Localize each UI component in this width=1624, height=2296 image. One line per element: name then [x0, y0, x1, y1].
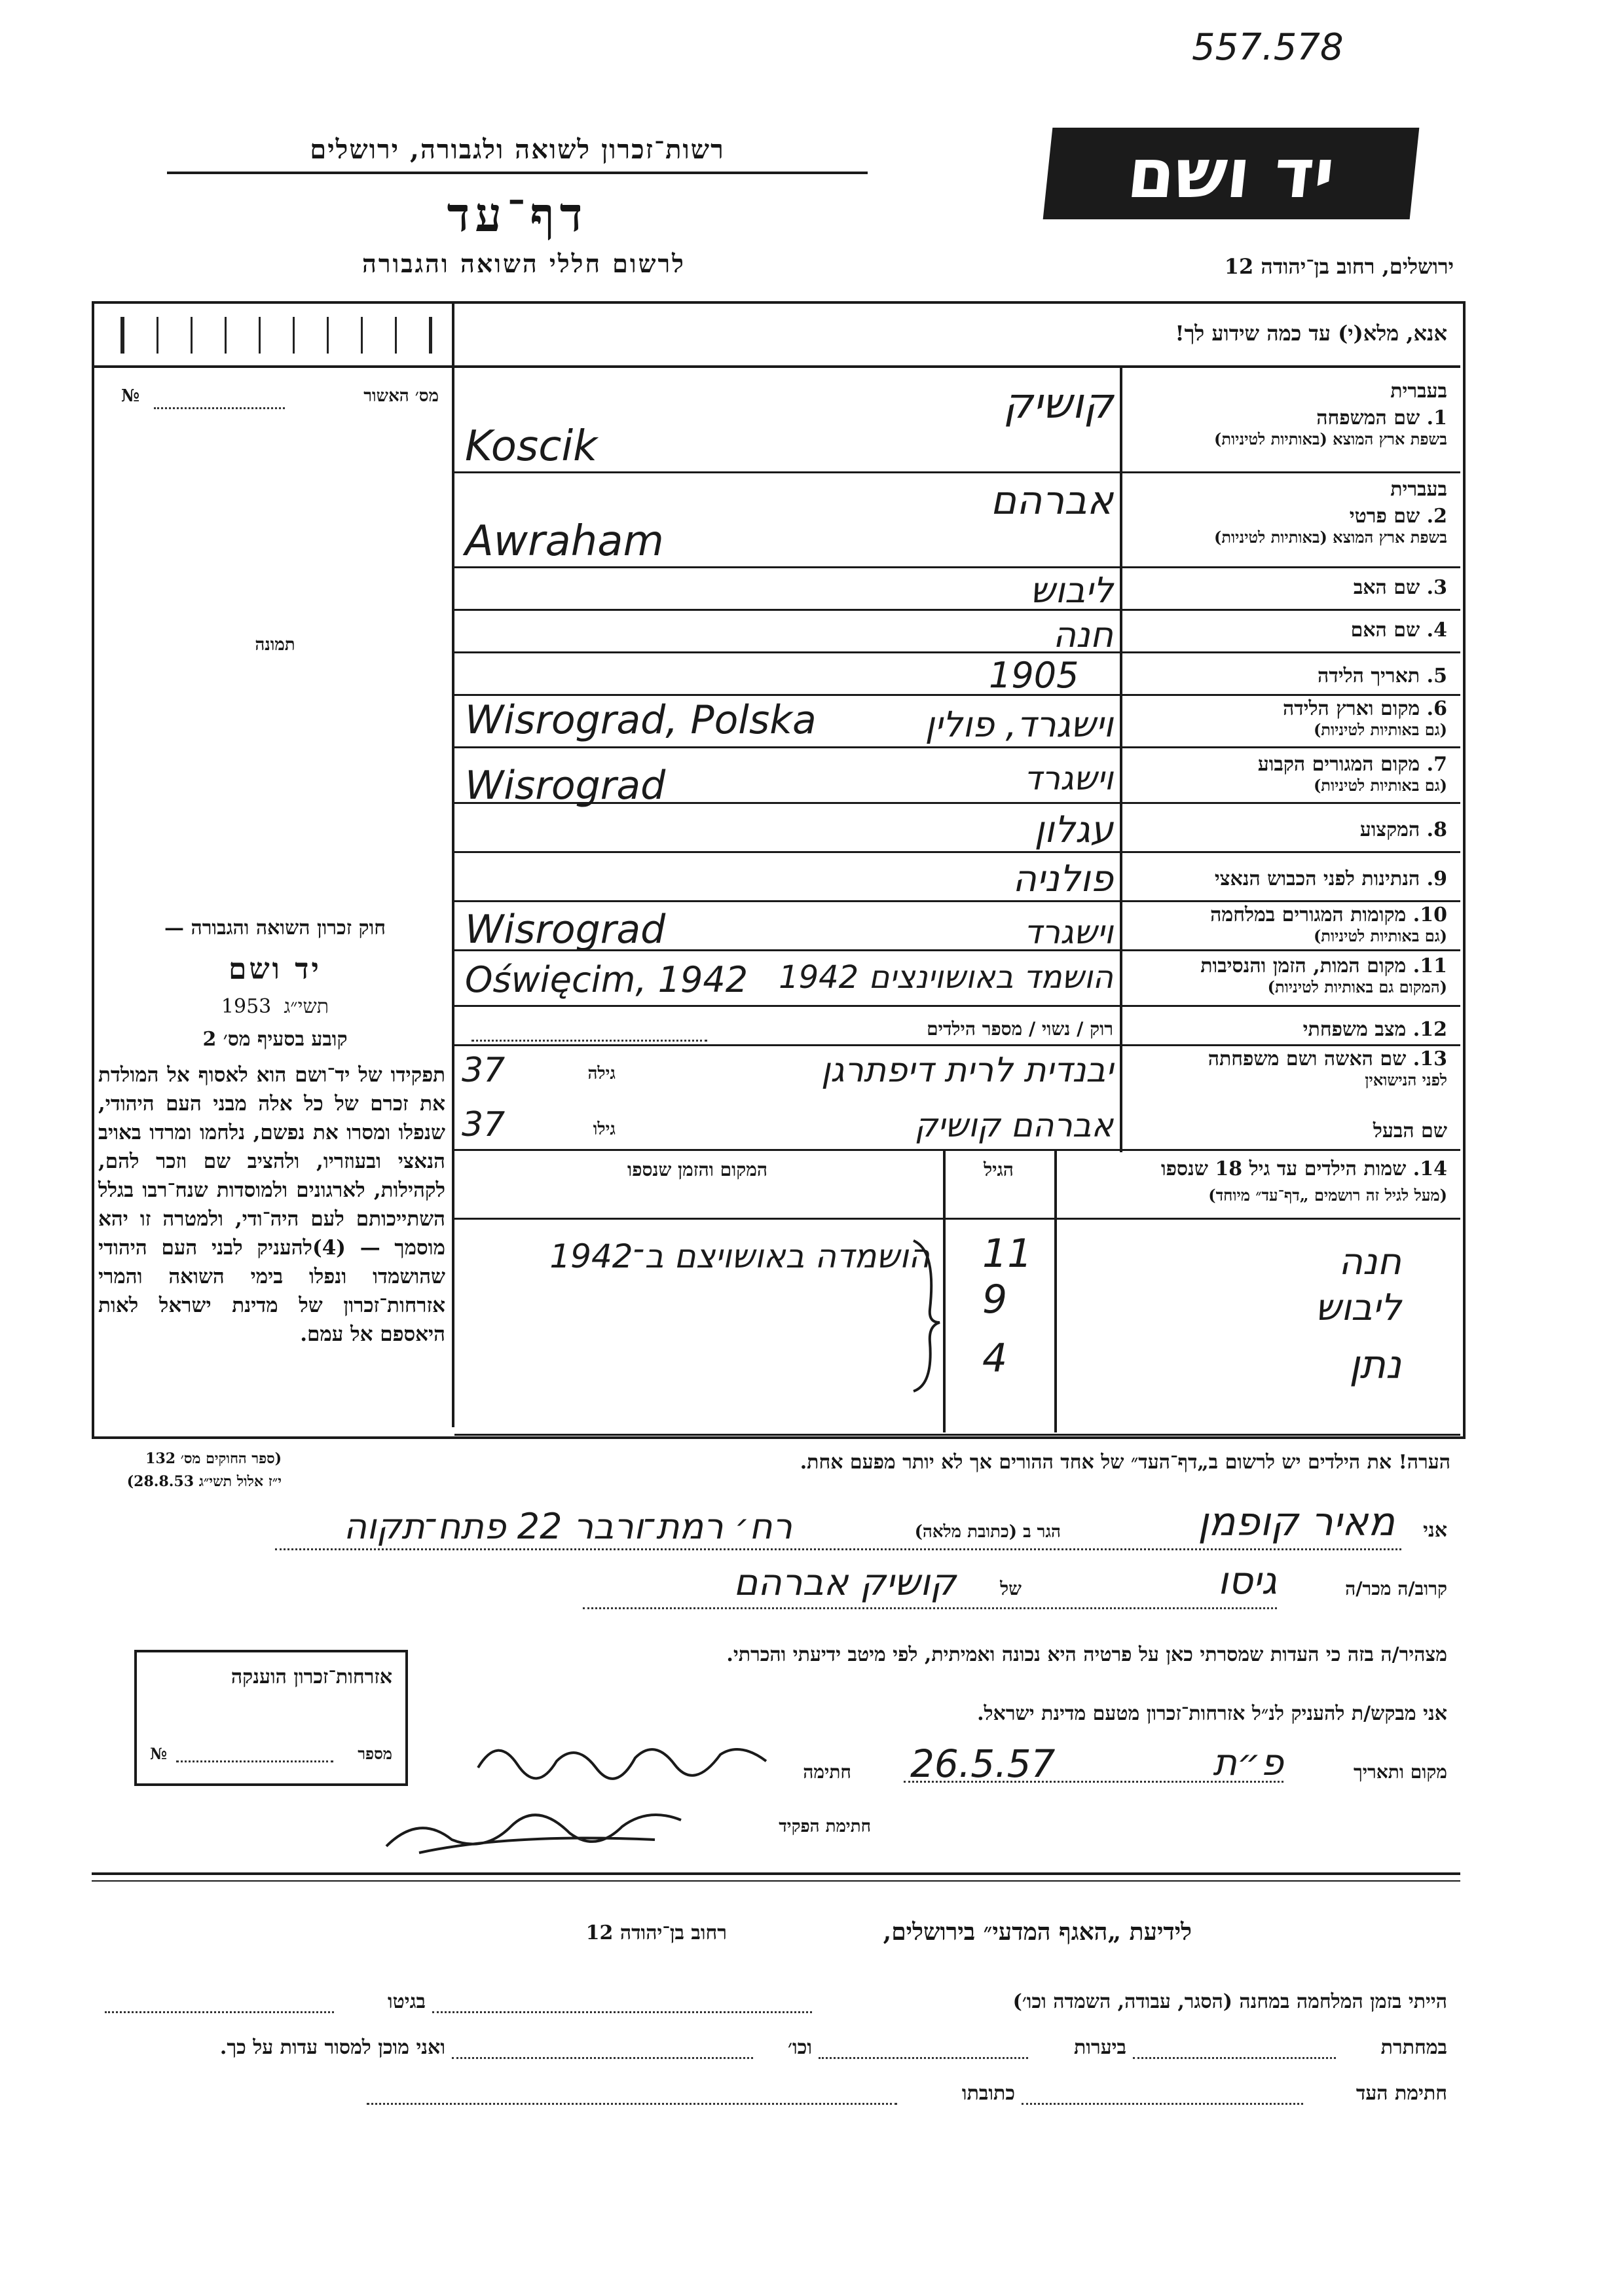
- field-6: [1126, 697, 1447, 740]
- approval-label: מס׳ האשור: [363, 386, 439, 406]
- field-1-num: 1.: [1426, 407, 1447, 429]
- field-5-label-row: [1126, 665, 1447, 687]
- law-text: תפקידו של יד־ושם הוא לאסוף אל המולדת את זכרם של כל אלה מבני העם היהודי, שנפלו ומסרו את נפשם, נלחמו ומרדו באויב הנאצי ובעוזריו, ולהציב שם וזכר להם, לקהילות, לארגונים ולמוסדות שנח־רבו בגלל השתייכותם לעם היה־ודי, ולמטרה זו יהא מוסמך — (4)להעניק לבני העם היהודי שהושמדו ונפלו בימי השואה והמרי אזרחות־זכרון של מדינת ישראל לאות היאספם אל עמם.: [98, 1063, 445, 1346]
- declarant-address: רח׳ רמת־ורבר 22 פתח־תקוה: [343, 1506, 792, 1547]
- declarant-signature: [471, 1728, 773, 1787]
- field-9-num: 9.: [1426, 867, 1447, 890]
- field-3-value: ליבוש: [1030, 570, 1113, 611]
- field-2-sub: בשפת ארץ המוצא (באותיות לטיניות): [1214, 528, 1447, 547]
- law-ref-2: י״ז אלול תשי״ג 28.8.53): [126, 1473, 282, 1490]
- children-label: שמות הילדים עד גיל 18 שנספו: [1160, 1157, 1407, 1180]
- field-7-sub: (גם באותיות לטיניות): [1313, 776, 1447, 795]
- field-2-num: 2.: [1426, 505, 1447, 528]
- declarant-i-label: אני: [1423, 1519, 1447, 1542]
- official-signature: [380, 1787, 707, 1866]
- approval-boxes: [94, 304, 452, 367]
- same-place-brace: [910, 1237, 943, 1394]
- child-3-age: 4: [982, 1336, 1008, 1381]
- field-4-num: 4.: [1426, 619, 1447, 642]
- relation-label: קרוב/ה מכר/ה: [1345, 1578, 1447, 1599]
- field-10: [1126, 903, 1447, 946]
- field-12-num: 12.: [1412, 1018, 1447, 1041]
- field-7-value-he: וישגרד: [1024, 759, 1113, 797]
- footer-heading: לידיעת „האגף המדעי״ בירושלים,: [883, 1918, 1192, 1946]
- field-5-value: 1905: [989, 655, 1079, 696]
- field-13-value: יבנדית לרית דיפתרגן: [821, 1051, 1113, 1090]
- field-13-label: שם האשה ושם משפחתה: [1208, 1048, 1407, 1070]
- field-4-label: שם האם: [1350, 619, 1420, 642]
- law-ref-1: (ספר החוקים מס׳ 132: [145, 1450, 282, 1467]
- citizenship-box-title: אזרחות־זכרון הוענקה: [231, 1666, 392, 1688]
- field-3-num: 3.: [1426, 576, 1447, 599]
- children-age-header: הגיל: [984, 1159, 1014, 1180]
- field-4-label-row: [1126, 619, 1447, 642]
- law-section: קובע בסעיף מס׳ 2: [202, 1028, 348, 1051]
- footer-line-1: הייתי בזמן המלחמה במחנה (הסגר, עבודה, השמדה וכו׳): [1012, 1990, 1447, 2013]
- field-6-num: 6.: [1426, 697, 1447, 720]
- child-3-name: נתן: [1349, 1342, 1401, 1388]
- child-1-name: חנה: [1338, 1241, 1401, 1283]
- husband-age: 37: [462, 1105, 506, 1144]
- field-7: [1126, 753, 1447, 795]
- photo-label: תמונה: [255, 635, 295, 655]
- husband-label: שם הבעל: [1373, 1120, 1447, 1142]
- field-2-lang: בעברית: [1390, 478, 1447, 501]
- law-name: יד ושם: [229, 953, 322, 986]
- field-2-value-latin: Awraham: [465, 517, 664, 566]
- field-12-label-row: [1126, 1018, 1447, 1041]
- field-2: [1126, 478, 1447, 547]
- field-11-label: מקום המות, הזמן והנסיבות: [1200, 955, 1407, 977]
- children-header: [1061, 1157, 1447, 1205]
- citizenship-number-label: מספר: [358, 1744, 392, 1763]
- field-1-label: שם המשפחה: [1316, 407, 1420, 429]
- field-8-label-row: [1126, 818, 1447, 841]
- field-8-value: עגלון: [1034, 809, 1113, 851]
- field-11-sub: (המקום גם באותיות לטיניות): [1267, 977, 1447, 996]
- law-year: 1953: [221, 995, 272, 1018]
- field-10-value-he: וישגרד: [1024, 913, 1113, 951]
- address: ירושלים, רחוב בן־יהודה 12: [1224, 254, 1454, 279]
- law-title: חוק זכרון השואה והגבורה —: [164, 917, 386, 939]
- footer-witness-signature: חתימת העד: [1356, 2082, 1447, 2105]
- citizenship-box: [134, 1650, 408, 1786]
- official-signature-label: חתימת הפקיד: [779, 1817, 871, 1836]
- request-text: אני מבקש/ת להעניק לנ״ל אזרחות־זכרון מטעם מדינת ישראל.: [977, 1702, 1447, 1725]
- field-13: [1126, 1048, 1447, 1090]
- child-2-name: ליבוש: [1315, 1286, 1401, 1329]
- citizenship-no-symbol: №: [150, 1744, 168, 1763]
- field-12-label: מצב משפחתי: [1302, 1018, 1407, 1041]
- field-7-label: מקום המגורים הקבוע: [1257, 753, 1420, 776]
- law-year-heb: תשי״ג: [284, 995, 329, 1018]
- field-7-num: 7.: [1426, 753, 1447, 776]
- footer-forests: ביערות: [1073, 2036, 1126, 2059]
- field-2-value-he: אברהם: [990, 478, 1113, 524]
- children-sub: (מעל לגיל זה רושמים „דף־עד״ מיוחד): [1208, 1186, 1447, 1205]
- field-11-value-he: הושמד באושוינצים 1942: [779, 959, 1113, 996]
- field-4-value: חנה: [1052, 614, 1113, 655]
- approval-no-symbol: №: [121, 386, 140, 406]
- note-box: [454, 1437, 1460, 1488]
- instruction: אנא, מלא(י) עד כמה שידוע לך!: [1175, 321, 1447, 346]
- law-year-line: [105, 995, 445, 1018]
- field-3-label: שם האב: [1353, 576, 1420, 599]
- footer-underground: במחתרת: [1380, 2036, 1447, 2059]
- field-1-value-he: קושיק: [1003, 380, 1113, 428]
- child-1-place: הושמדה באושויצם ב־1942: [549, 1237, 930, 1275]
- husband-value: אברהם קושיק: [914, 1106, 1113, 1144]
- field-13-age: 37: [462, 1051, 506, 1090]
- footer-ready: ואני מוכן למסור עדות על כך.: [219, 2036, 445, 2059]
- children-place-header: המקום והזמן שנספו: [627, 1159, 767, 1180]
- field-12-value: רוק / נשוי / מספר הילדים: [927, 1018, 1113, 1040]
- field-9-value: פולניה: [1012, 858, 1113, 900]
- field-1-value-latin: Koscik: [465, 422, 598, 471]
- field-9-label-row: [1126, 867, 1447, 890]
- place-date-label: מקום ותאריך: [1353, 1761, 1447, 1783]
- field-6-value-latin: Wisrograd, Polska: [465, 697, 817, 743]
- declaration-text: מצהיר/ה בזה כי העדות שמסרתי כאן על פרטיה היא נכונה ואמיתית, לפי מיטב ידיעתי והכרתי.: [726, 1643, 1447, 1666]
- date-value: 26.5.57: [910, 1741, 1056, 1786]
- authority-name: רשות־זכרון לשואה ולגבורה, ירושלים: [310, 134, 725, 165]
- field-5-label: תאריך הלידה: [1318, 665, 1420, 687]
- field-10-num: 10.: [1412, 903, 1447, 926]
- field-6-sub: (גם באותיות לטיניות): [1313, 720, 1447, 739]
- field-3-label-row: [1126, 576, 1447, 599]
- relation-value: גיסו: [1217, 1558, 1277, 1603]
- footer-witness-address: כתובתו: [961, 2082, 1015, 2105]
- relation-of-label: של: [1000, 1578, 1022, 1599]
- signature-label: חתימה: [803, 1761, 851, 1783]
- field-5-num: 5.: [1426, 665, 1447, 687]
- archive-number: 557.578: [1192, 26, 1344, 69]
- declarant-resides-label: הגר ב (כתובת מלאה): [914, 1522, 1061, 1542]
- child-1-age: 11: [982, 1231, 1033, 1277]
- footer-heading-address: רחוב בן־יהודה 12: [585, 1922, 727, 1944]
- note-text: הערה! את הילדים יש לרשום ב„דף־העד״ של אחד ההורים אך לא יותר מפעם אחת.: [800, 1451, 1450, 1474]
- field-6-label: מקום וארץ הלידה: [1282, 697, 1420, 720]
- field-1-sub: בשפת ארץ המוצא (באותיות לטיניות): [1214, 429, 1447, 448]
- field-7-value-latin: Wisrograd: [465, 763, 666, 809]
- logo-text: יד ושם: [1124, 134, 1338, 213]
- field-10-label: מקומות המגורים במלחמה: [1210, 903, 1407, 926]
- field-2-label: שם פרטי: [1349, 505, 1420, 528]
- field-10-value-latin: Wisrograd: [465, 907, 666, 953]
- yad-vashem-logo: [1043, 128, 1420, 219]
- field-8-num: 8.: [1426, 818, 1447, 841]
- relation-of-value: קושיק אברהם: [733, 1561, 956, 1604]
- footer-etc: וכו׳: [788, 2036, 812, 2059]
- child-2-age: 9: [982, 1277, 1008, 1322]
- sheet-subtitle: לרשום חללי השואה והגבורה: [362, 249, 686, 278]
- children-num: 14.: [1412, 1157, 1447, 1180]
- field-6-value-he: וישגרד, פולין: [925, 704, 1113, 745]
- field-1: [1126, 380, 1447, 449]
- field-11: [1126, 955, 1447, 997]
- field-1-lang: בעברית: [1390, 380, 1447, 403]
- field-13-num: 13.: [1412, 1048, 1447, 1070]
- field-8-label: המקצוע: [1359, 818, 1420, 841]
- sheet-title: דף־עד: [447, 187, 588, 242]
- declarant-name: מאיר קופמן: [1198, 1499, 1395, 1545]
- field-13-sub: לפני הנישואין: [1365, 1070, 1447, 1089]
- husband-age-label: גילו: [593, 1120, 616, 1139]
- field-13-age-label: גילה: [587, 1064, 616, 1084]
- field-11-value-latin: Oświęcim, 1942: [465, 959, 748, 1000]
- field-11-num: 11.: [1412, 955, 1447, 977]
- field-9-label: הנתינות לפני הכבוש הנאצי: [1214, 867, 1420, 890]
- field-10-sub: (גם באותיות לטיניות): [1313, 926, 1447, 945]
- footer-ghetto: בגיטו: [387, 1990, 426, 2013]
- place-value: פ״ת: [1213, 1741, 1283, 1784]
